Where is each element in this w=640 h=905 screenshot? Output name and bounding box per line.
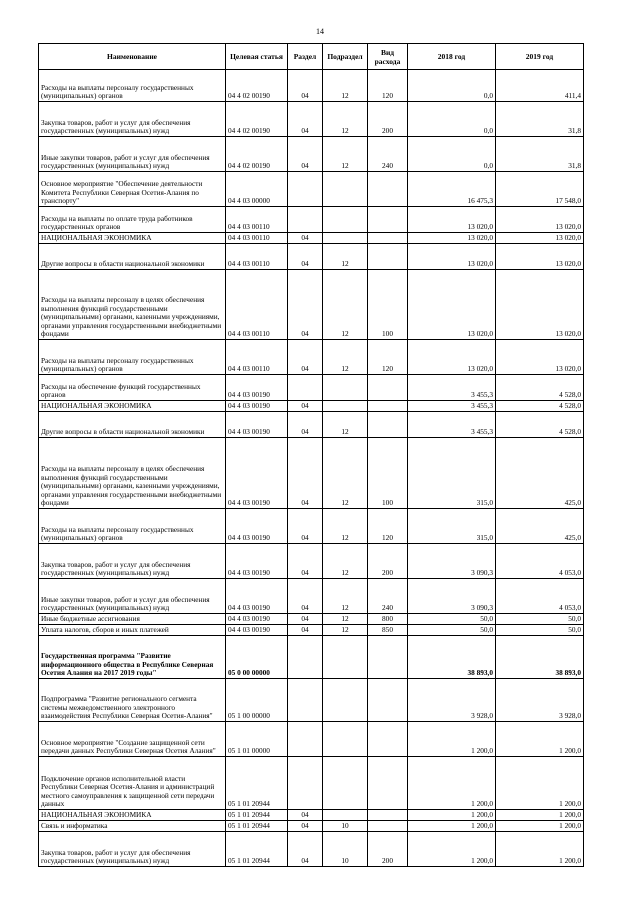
cell-2018: 3 090,3 [408, 579, 496, 614]
cell-target-code: 05 1 01 20944 [226, 832, 288, 867]
cell-subsection: 10 [323, 821, 368, 832]
cell-subsection [323, 207, 368, 233]
cell-target-code: 04 4 03 00190 [226, 401, 288, 412]
cell-subsection [323, 722, 368, 757]
cell-name: Уплата налогов, сборов и иных платежей [39, 625, 226, 636]
cell-2018: 50,0 [408, 625, 496, 636]
cell-target-code: 04 4 03 00190 [226, 375, 288, 401]
cell-subsection [323, 636, 368, 679]
cell-section: 04 [288, 810, 323, 821]
cell-section: 04 [288, 579, 323, 614]
table-row [39, 810, 584, 821]
cell-name: Расходы на выплаты персоналу государственных (муниципальных) органов [39, 340, 226, 375]
table-row [39, 340, 584, 375]
cell-target-code: 04 4 02 00190 [226, 70, 288, 102]
cell-section: 04 [288, 70, 323, 102]
cell-subsection: 12 [323, 137, 368, 172]
cell-2019: 17 548,0 [496, 172, 584, 207]
header-name: Наименование [39, 44, 226, 70]
cell-2018: 16 475,3 [408, 172, 496, 207]
table-row [39, 102, 584, 137]
cell-2019: 1 200,0 [496, 757, 584, 810]
cell-subsection: 12 [323, 509, 368, 544]
cell-name: Расходы на обеспечение функций государственных органов [39, 375, 226, 401]
cell-target-code: 04 4 03 00190 [226, 438, 288, 509]
cell-2019: 13 020,0 [496, 207, 584, 233]
cell-target-code: 04 4 03 00190 [226, 579, 288, 614]
cell-expense-type [368, 810, 408, 821]
cell-section [288, 757, 323, 810]
cell-section: 04 [288, 401, 323, 412]
cell-2019: 31,8 [496, 137, 584, 172]
cell-2019: 4 053,0 [496, 579, 584, 614]
cell-name: НАЦИОНАЛЬНАЯ ЭКОНОМИКА [39, 810, 226, 821]
cell-expense-type: 850 [368, 625, 408, 636]
cell-2018: 315,0 [408, 509, 496, 544]
cell-2018: 3 455,3 [408, 375, 496, 401]
header-section: Раздел [288, 44, 323, 70]
cell-subsection: 12 [323, 625, 368, 636]
table-row [39, 70, 584, 102]
cell-name: Другие вопросы в области национальной экономики [39, 412, 226, 438]
cell-2018: 3 928,0 [408, 679, 496, 722]
cell-subsection: 12 [323, 544, 368, 579]
cell-section [288, 375, 323, 401]
cell-subsection: 12 [323, 102, 368, 137]
cell-name: Расходы на выплаты персоналу государственных (муниципальных) органов [39, 70, 226, 102]
cell-target-code: 04 4 03 00190 [226, 625, 288, 636]
cell-subsection: 12 [323, 70, 368, 102]
cell-expense-type [368, 244, 408, 270]
cell-section [288, 679, 323, 722]
cell-target-code: 05 1 00 00000 [226, 679, 288, 722]
cell-section: 04 [288, 233, 323, 244]
cell-expense-type [368, 757, 408, 810]
cell-expense-type: 100 [368, 270, 408, 340]
cell-expense-type: 800 [368, 614, 408, 625]
table-row [39, 207, 584, 233]
cell-2019: 425,0 [496, 509, 584, 544]
cell-subsection: 12 [323, 244, 368, 270]
cell-2018: 315,0 [408, 438, 496, 509]
cell-section: 04 [288, 544, 323, 579]
cell-expense-type: 120 [368, 340, 408, 375]
cell-2018: 3 455,3 [408, 401, 496, 412]
cell-section [288, 722, 323, 757]
header-2019: 2019 год [496, 44, 584, 70]
table-row [39, 614, 584, 625]
cell-subsection: 12 [323, 614, 368, 625]
table-row [39, 544, 584, 579]
table-row [39, 821, 584, 832]
cell-subsection: 12 [323, 340, 368, 375]
cell-2018: 0,0 [408, 137, 496, 172]
cell-2019: 1 200,0 [496, 832, 584, 867]
cell-name: НАЦИОНАЛЬНАЯ ЭКОНОМИКА [39, 233, 226, 244]
cell-name: Иные закупки товаров, работ и услуг для обеспечения государственных (муниципальных) нужд [39, 579, 226, 614]
cell-2018: 13 020,0 [408, 340, 496, 375]
budget-table [38, 43, 584, 867]
cell-section: 04 [288, 821, 323, 832]
cell-name: Основное мероприятие "Создание защищенной сети передачи данных Республики Северная Осетия Алания" [39, 722, 226, 757]
table-row [39, 244, 584, 270]
cell-2018: 0,0 [408, 70, 496, 102]
cell-name: Закупка товаров, работ и услуг для обеспечения государственных (муниципальных) нужд [39, 544, 226, 579]
cell-name: Расходы на выплаты персоналу государственных (муниципальных) органов [39, 509, 226, 544]
cell-expense-type [368, 172, 408, 207]
cell-expense-type [368, 401, 408, 412]
cell-section: 04 [288, 625, 323, 636]
cell-name: Основное мероприятие "Обеспечение деятельности Комитета Республики Северная Осетия-Алания по транспорту" [39, 172, 226, 207]
cell-target-code: 04 4 03 00110 [226, 207, 288, 233]
cell-expense-type: 200 [368, 832, 408, 867]
cell-2018: 50,0 [408, 614, 496, 625]
cell-2019: 3 928,0 [496, 679, 584, 722]
cell-target-code: 04 4 03 00110 [226, 270, 288, 340]
cell-name: Связь и информатика [39, 821, 226, 832]
cell-2018: 13 020,0 [408, 233, 496, 244]
cell-2018: 1 200,0 [408, 832, 496, 867]
cell-name: Расходы на выплаты персоналу в целях обеспечения выполнения функций государственными (муниципальными) органами, казенными учреждениями, органами управления государственными внебюджетными фондами [39, 438, 226, 509]
cell-target-code: 04 4 03 00110 [226, 233, 288, 244]
table-row [39, 137, 584, 172]
cell-name: Закупка товаров, работ и услуг для обеспечения государственных (муниципальных) нужд [39, 102, 226, 137]
cell-name: Подключение органов исполнительной власти Республики Северная Осетия-Алания и администраций местного самоуправления к защищенной сети передачи данных [39, 757, 226, 810]
table-row [39, 625, 584, 636]
cell-name: Другие вопросы в области национальной экономики [39, 244, 226, 270]
cell-expense-type: 200 [368, 544, 408, 579]
header-subsection: Подраздел [323, 44, 368, 70]
cell-expense-type: 240 [368, 579, 408, 614]
cell-subsection [323, 679, 368, 722]
cell-subsection: 12 [323, 412, 368, 438]
cell-name: Иные закупки товаров, работ и услуг для обеспечения государственных (муниципальных) нужд [39, 137, 226, 172]
cell-subsection [323, 172, 368, 207]
cell-target-code: 05 1 01 20944 [226, 821, 288, 832]
cell-name: Иные бюджетные ассигнования [39, 614, 226, 625]
header-2018: 2018 год [408, 44, 496, 70]
cell-2018: 13 020,0 [408, 207, 496, 233]
cell-2019: 1 200,0 [496, 821, 584, 832]
cell-2019: 4 053,0 [496, 544, 584, 579]
cell-expense-type [368, 722, 408, 757]
cell-expense-type [368, 233, 408, 244]
cell-name: Подпрограмма "Развитие регионального сегмента системы межведомственного электронного взаимодействия Республики Северная Осетия-Алания" [39, 679, 226, 722]
cell-section: 04 [288, 244, 323, 270]
cell-2019: 1 200,0 [496, 722, 584, 757]
cell-section: 04 [288, 102, 323, 137]
cell-expense-type [368, 821, 408, 832]
cell-2019: 1 200,0 [496, 810, 584, 821]
cell-2018: 1 200,0 [408, 821, 496, 832]
cell-2019: 4 528,0 [496, 412, 584, 438]
cell-subsection: 12 [323, 270, 368, 340]
cell-2018: 1 200,0 [408, 722, 496, 757]
cell-target-code: 04 4 03 00190 [226, 509, 288, 544]
cell-expense-type [368, 412, 408, 438]
table-row [39, 233, 584, 244]
cell-expense-type: 100 [368, 438, 408, 509]
cell-2019: 13 020,0 [496, 340, 584, 375]
table-row [39, 412, 584, 438]
table-row [39, 636, 584, 679]
cell-expense-type: 240 [368, 137, 408, 172]
cell-target-code: 05 1 01 20944 [226, 810, 288, 821]
cell-name: Государственная программа "Развитие информационного общества в Республике Северная Осетия Алания на 2017 2019 годы" [39, 636, 226, 679]
cell-2018: 1 200,0 [408, 757, 496, 810]
cell-2019: 411,4 [496, 70, 584, 102]
table-row [39, 757, 584, 810]
cell-2019: 50,0 [496, 625, 584, 636]
cell-2019: 13 020,0 [496, 244, 584, 270]
cell-target-code: 04 4 03 00110 [226, 244, 288, 270]
table-row [39, 722, 584, 757]
cell-section [288, 172, 323, 207]
table-row [39, 172, 584, 207]
cell-name: Расходы на выплаты персоналу в целях обеспечения выполнения функций государственными (муниципальными) органами, казенными учреждениями, органами управления государственными внебюджетными фондами [39, 270, 226, 340]
cell-expense-type: 120 [368, 509, 408, 544]
cell-2019: 4 528,0 [496, 401, 584, 412]
cell-subsection [323, 233, 368, 244]
cell-2019: 31,8 [496, 102, 584, 137]
cell-2019: 4 528,0 [496, 375, 584, 401]
cell-target-code: 04 4 03 00110 [226, 340, 288, 375]
cell-expense-type: 200 [368, 102, 408, 137]
cell-section: 04 [288, 614, 323, 625]
cell-target-code: 05 0 00 00000 [226, 636, 288, 679]
header-target-code: Целевая статья [226, 44, 288, 70]
cell-subsection [323, 375, 368, 401]
cell-section: 04 [288, 340, 323, 375]
cell-section: 04 [288, 270, 323, 340]
cell-subsection: 12 [323, 438, 368, 509]
table-row [39, 375, 584, 401]
page-number: 14 [316, 27, 324, 36]
cell-target-code: 04 4 03 00190 [226, 544, 288, 579]
cell-subsection: 12 [323, 579, 368, 614]
cell-section [288, 636, 323, 679]
cell-expense-type [368, 375, 408, 401]
cell-section: 04 [288, 509, 323, 544]
cell-2019: 425,0 [496, 438, 584, 509]
cell-section: 04 [288, 137, 323, 172]
cell-section: 04 [288, 832, 323, 867]
cell-2019: 13 020,0 [496, 270, 584, 340]
cell-name: Расходы на выплаты по оплате труда работников государственных органов [39, 207, 226, 233]
cell-section [288, 207, 323, 233]
cell-2018: 3 455,3 [408, 412, 496, 438]
table-body [39, 70, 584, 867]
cell-target-code: 05 1 01 00000 [226, 722, 288, 757]
cell-name: НАЦИОНАЛЬНАЯ ЭКОНОМИКА [39, 401, 226, 412]
cell-name: Закупка товаров, работ и услуг для обеспечения государственных (муниципальных) нужд [39, 832, 226, 867]
cell-expense-type [368, 207, 408, 233]
cell-expense-type [368, 636, 408, 679]
cell-target-code: 05 1 01 20944 [226, 757, 288, 810]
cell-subsection [323, 810, 368, 821]
cell-target-code: 04 4 02 00190 [226, 137, 288, 172]
table-row [39, 509, 584, 544]
table-header-row [39, 44, 584, 70]
cell-subsection: 10 [323, 832, 368, 867]
cell-2018: 1 200,0 [408, 810, 496, 821]
table-row [39, 270, 584, 340]
cell-expense-type: 120 [368, 70, 408, 102]
cell-section: 04 [288, 438, 323, 509]
cell-section: 04 [288, 412, 323, 438]
header-expense-type: Вид расхода [368, 44, 408, 70]
table-row [39, 401, 584, 412]
cell-expense-type [368, 679, 408, 722]
table-row [39, 832, 584, 867]
cell-target-code: 04 4 03 00000 [226, 172, 288, 207]
cell-target-code: 04 4 03 00190 [226, 614, 288, 625]
cell-2019: 13 020,0 [496, 233, 584, 244]
cell-2018: 38 893,0 [408, 636, 496, 679]
table-row [39, 579, 584, 614]
cell-subsection [323, 401, 368, 412]
table-row [39, 438, 584, 509]
cell-2018: 0,0 [408, 102, 496, 137]
table-row [39, 679, 584, 722]
cell-target-code: 04 4 02 00190 [226, 102, 288, 137]
cell-2018: 3 090,3 [408, 544, 496, 579]
cell-target-code: 04 4 03 00190 [226, 412, 288, 438]
cell-2019: 50,0 [496, 614, 584, 625]
cell-2018: 13 020,0 [408, 244, 496, 270]
cell-2019: 38 893,0 [496, 636, 584, 679]
cell-subsection [323, 757, 368, 810]
cell-2018: 13 020,0 [408, 270, 496, 340]
